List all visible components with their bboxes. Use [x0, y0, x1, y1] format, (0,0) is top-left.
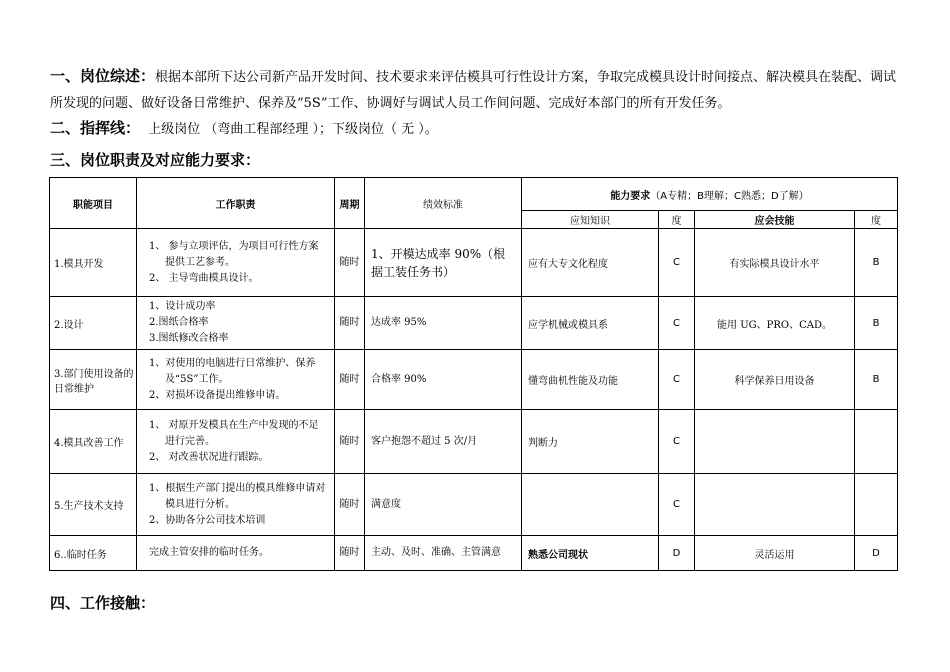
perf-cell: 合格率 90% [365, 350, 522, 410]
table-row [50, 410, 898, 474]
item-cell: 3.部门使用设备的日常维护 [50, 350, 137, 410]
duty-table [49, 177, 898, 571]
table-row [50, 297, 898, 350]
skill-cell: 科学保养日用设备 [695, 350, 855, 410]
degree-cell: C [659, 410, 695, 474]
perf-cell: 1、开模达成率 90%（根据工装任务书） [365, 229, 522, 297]
degree-cell: C [659, 474, 695, 536]
item-cell: 1.模具开发 [50, 229, 137, 297]
duty-line: 3.图纸修改合格率 [149, 333, 229, 344]
duty-cell [137, 350, 335, 410]
cycle-cell: 随时 [335, 350, 365, 410]
degree-cell: B [855, 229, 898, 297]
item-cell: 5.生产技术支持 [50, 474, 137, 536]
duty-line: 2、 对改善状况进行跟踪。 [149, 451, 269, 463]
header-perf: 绩效标准 [365, 178, 522, 229]
duty-cell [137, 474, 335, 536]
knowledge-cell: 判断力 [522, 410, 659, 474]
table-row [50, 229, 898, 297]
degree-cell [855, 410, 898, 474]
overview-text: 根据本部所下达公司新产品开发时间、技术要求来评估模具可行性设计方案，争取完成模具设计时间接点、解决模具在装配、调试所发现的问题、做好设备日常维护、保养及“5S”工作、协调好与调试人员工作间问题、完成好本部门的所有开发任务。 [50, 70, 897, 111]
section-command-line [50, 115, 438, 143]
header-degree-2: 度 [855, 211, 898, 229]
perf-cell: 达成率 95% [365, 297, 522, 350]
overview-heading: 一、岗位综述： [50, 67, 156, 85]
cycle-cell: 随时 [335, 474, 365, 536]
cycle-cell: 随时 [335, 229, 365, 297]
duty-line: 2、对损坏设备提出维修申请。 [149, 389, 286, 401]
header-degree-1: 度 [659, 211, 695, 229]
cycle-cell: 随时 [335, 410, 365, 474]
table-row [50, 350, 898, 410]
header-knowledge: 应知知识 [522, 211, 659, 229]
header-cycle: 周期 [335, 178, 365, 229]
duties-heading: 三、岗位职责及对应能力要求： [50, 151, 261, 169]
degree-cell: C [659, 229, 695, 297]
duty-line: 1、设计成功率 [149, 301, 216, 312]
ability-note: （A专精；B理解；C熟悉；D了解） [650, 190, 809, 202]
duty-line: 2、协助各分公司技术培训 [149, 514, 266, 526]
command-line-text: 上级岗位 （弯曲工程部经理 ）；下级岗位（ 无 ）。 [148, 122, 438, 137]
degree-cell: D [659, 536, 695, 571]
degree-cell: B [855, 297, 898, 350]
knowledge-cell: 应学机械或模具系 [522, 297, 659, 350]
perf-cell: 满意度 [365, 474, 522, 536]
skill-cell: 灵活运用 [695, 536, 855, 571]
skill-cell [695, 410, 855, 474]
degree-cell: C [659, 350, 695, 410]
degree-cell [855, 474, 898, 536]
perf-cell: 客户抱怨不超过 5 次/月 [365, 410, 522, 474]
knowledge-cell: 熟悉公司现状 [522, 536, 659, 571]
header-duty: 工作职责 [137, 178, 335, 229]
duty-line: 1、根据生产部门提出的模具维修申请对模具进行分析。 [149, 482, 326, 510]
degree-cell: D [855, 536, 898, 571]
header-item: 职能项目 [50, 178, 137, 229]
perf-cell: 主动、及时、准确、主管满意 [365, 536, 522, 571]
item-cell: 2.设计 [50, 297, 137, 350]
duty-line: 1、 参与立项评估，为项目可行性方案提供工艺参考。 [149, 240, 319, 268]
ability-label: 能力要求 [610, 190, 651, 202]
knowledge-cell: 应有大专文化程度 [522, 229, 659, 297]
skill-cell: 有实际模具设计水平 [695, 229, 855, 297]
item-cell: 6..临时任务 [50, 536, 137, 571]
table-header-row [50, 178, 898, 211]
knowledge-cell [522, 474, 659, 536]
cycle-cell: 随时 [335, 536, 365, 571]
duty-line: 2、 主导弯曲模具设计。 [149, 272, 259, 284]
header-skill: 应会技能 [695, 211, 855, 229]
duty-cell [137, 297, 335, 350]
degree-cell: B [855, 350, 898, 410]
command-line-heading: 二、指挥线： [50, 119, 141, 137]
cycle-cell: 随时 [335, 297, 365, 350]
header-ability [522, 178, 898, 211]
skill-cell [695, 474, 855, 536]
duty-cell [137, 229, 335, 297]
table-row [50, 536, 898, 571]
item-cell: 4.模具改善工作 [50, 410, 137, 474]
duty-line: 2.图纸合格率 [149, 317, 209, 328]
duty-line: 完成主管安排的临时任务。 [149, 547, 269, 558]
skill-cell: 能用 UG、PRO、CAD。 [695, 297, 855, 350]
knowledge-cell: 懂弯曲机性能及功能 [522, 350, 659, 410]
duty-cell [137, 536, 335, 571]
degree-cell: C [659, 297, 695, 350]
section-contact [50, 590, 155, 618]
section-duties [50, 147, 260, 175]
duty-line: 1、对使用的电脑进行日常维护、保养及“5S”工作。 [149, 357, 316, 385]
duty-line: 1、 对原开发模具在生产中发现的不足进行完善。 [149, 419, 319, 447]
duty-cell [137, 410, 335, 474]
section-overview [50, 63, 902, 117]
table-row [50, 474, 898, 536]
contact-heading: 四、工作接触： [50, 594, 156, 612]
